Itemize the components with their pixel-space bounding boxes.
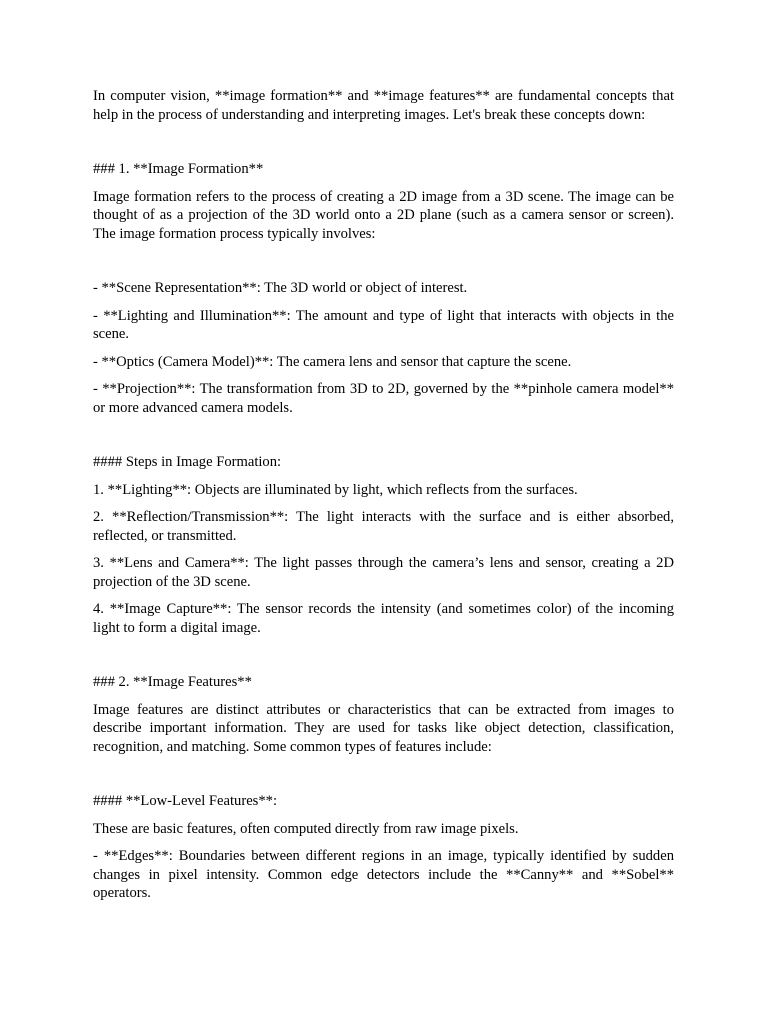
heading-image-formation: ### 1. **Image Formation**: [93, 161, 264, 177]
step-lens-camera: 3. **Lens and Camera**: The light passes through the camera’s lens and sensor, creating a 2D projection of the 3D scene.: [93, 555, 674, 590]
bullet-edges: - **Edges**: Boundaries between different regions in an image, typically identified by sudden changes in pixel intensity. Common edge detectors include the **Canny** and **Sobel** operators.: [93, 848, 674, 901]
bullet-optics: - **Optics (Camera Model)**: The camera lens and sensor that capture the scene.: [93, 353, 572, 370]
image-formation-description: Image formation refers to the process of creating a 2D image from a 3D scene. The image can be thought of as a projection of the 3D world onto a 2D plane (such as a camera sensor or screen). The image formation process typically involves:: [93, 188, 674, 242]
low-level-features-description: These are basic features, often computed directly from raw image pixels.: [93, 820, 519, 837]
step-reflection-transmission: 2. **Reflection/Transmission**: The light interacts with the surface and is either absorbed, reflected, or transmitted.: [93, 509, 674, 544]
step-image-capture: 4. **Image Capture**: The sensor records the intensity (and sometimes color) of the incoming light to form a digital image.: [93, 601, 674, 636]
intro-paragraph: In computer vision, **image formation** and **image features** are fundamental concepts that help in the process of understanding and interpreting images. Let's break these concepts down:: [93, 88, 674, 123]
step-lighting: 1. **Lighting**: Objects are illuminated by light, which reflects from the surfaces.: [93, 481, 578, 498]
bullet-lighting-illumination: - **Lighting and Illumination**: The amount and type of light that interacts with objects in the scene.: [93, 307, 674, 342]
bullet-projection: - **Projection**: The transformation from 3D to 2D, governed by the **pinhole camera model** or more advanced camera models.: [93, 381, 674, 416]
image-features-description: Image features are distinct attributes or characteristics that can be extracted from images to describe important information. They are used for tasks like object detection, classification, recognition, and matching. Some common types of features include:: [93, 701, 674, 755]
heading-image-features: ### 2. **Image Features**: [93, 674, 252, 690]
heading-steps-image-formation: #### Steps in Image Formation:: [93, 454, 282, 470]
heading-low-level-features: #### **Low-Level Features**:: [93, 793, 277, 809]
document-page: [93, 87, 674, 903]
bullet-scene-representation: - **Scene Representation**: The 3D world or object of interest.: [93, 280, 468, 296]
